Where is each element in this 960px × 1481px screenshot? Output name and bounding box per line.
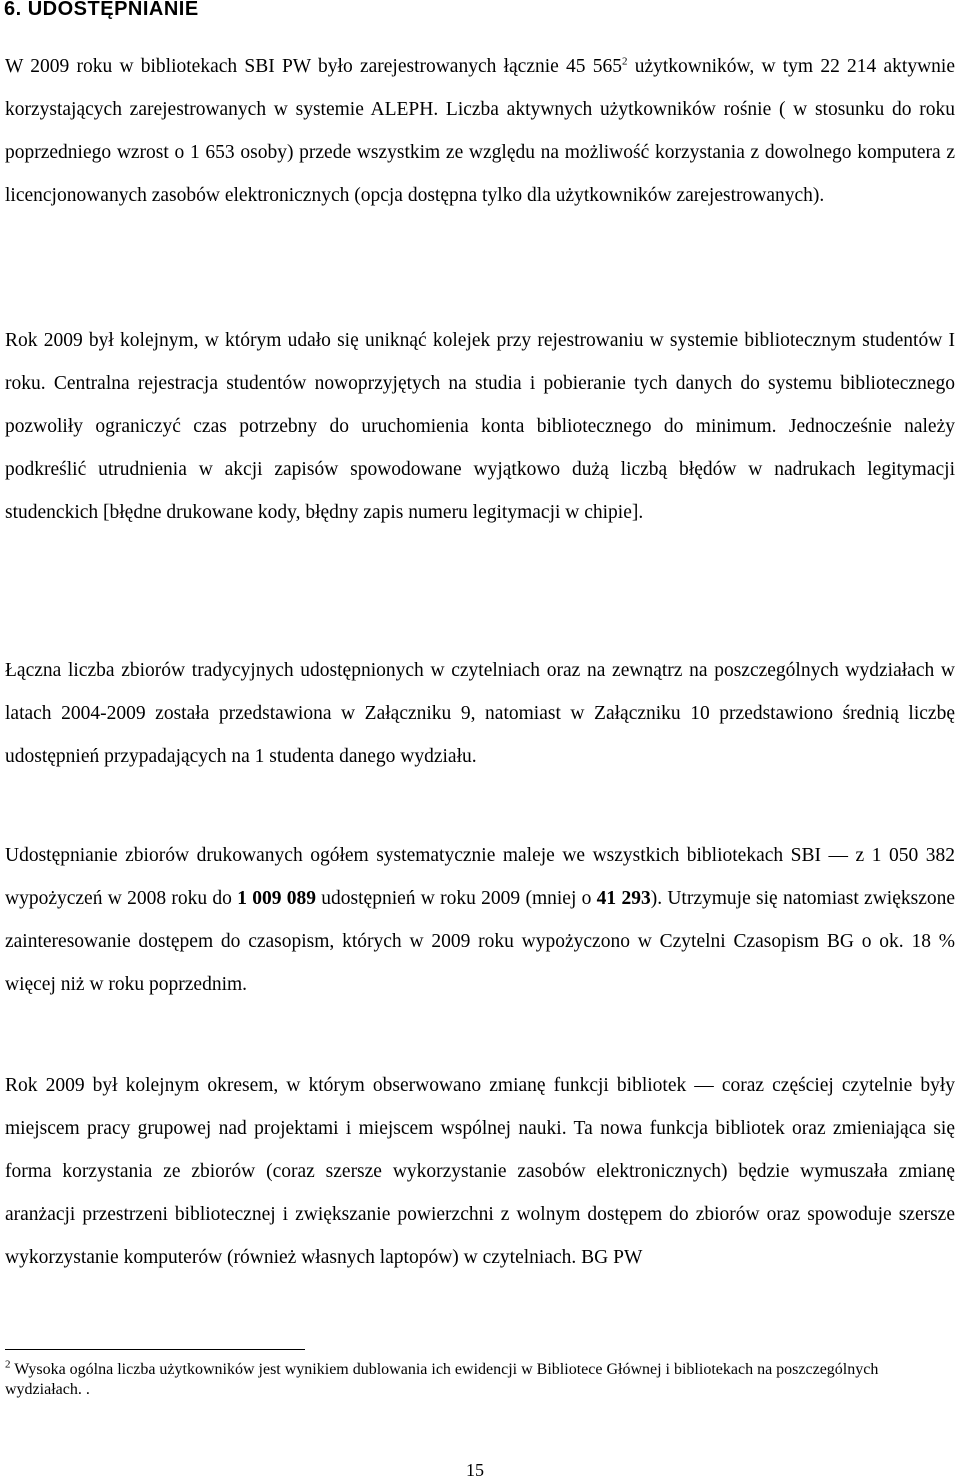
paragraph-registration: Rok 2009 był kolejnym, w którym udało się uniknąć kolejek przy rejestrowaniu w systemie bibliotecznym studentów I roku. Centralna rejestracja studentów nowoprzyjętych na studia i pobieranie tych danych do systemu bibliotecznego pozwoliły ograniczyć czas potrzebny do uruchomienia konta bibliotecznego do minimum. Jednocześnie należy podkreślić utrudnienia w akcji zapisów spowodowane wyjątkowo dużą liczbą błędów w nadrukach legitymacji studenckich [błędne drukowane kody, błędny zapis numeru legitymacji w chipie]. bbox=[5, 330, 955, 523]
section-heading: 6. UDOSTĘPNIANIE bbox=[4, 0, 199, 20]
paragraph-users-text-a: W 2009 roku w bibliotekach SBI PW było zarejestrowanych łącznie 45 565 bbox=[5, 56, 622, 77]
footnote-reference: 2 bbox=[622, 55, 628, 68]
paragraph-lending-text-a: Udostępnianie zbiorów drukowanych ogółem systematycznie maleje we wszystkich bibliotekach SBI ― z 1 050 382 wypożyczeń w 2008 roku do bbox=[5, 845, 955, 909]
paragraph-users bbox=[5, 45, 955, 217]
paragraph-collections: Łączna liczba zbiorów tradycyjnych udostępnionych w czytelniach oraz na zewnątrz na poszczególnych wydziałach w latach 2004-2009 została przedstawiona w Załączniku 9, natomiast w Załączniku 10 przedstawiono średnią liczbę udostępnień przypadających na 1 studenta danego wydziału. bbox=[5, 660, 955, 767]
paragraph-lending bbox=[5, 834, 955, 1006]
footnote-mark: 2 bbox=[5, 1358, 11, 1371]
footnote bbox=[5, 1360, 945, 1400]
lending-count-2009: 1 009 089 bbox=[237, 888, 316, 909]
paragraph-lending-text-b: udostępnień w roku 2009 (mniej o bbox=[316, 888, 597, 909]
page-number: 15 bbox=[466, 1460, 484, 1480]
footnote-separator bbox=[5, 1349, 305, 1350]
paragraph-lending-text-c: ). Utrzymuje się natomiast zwiększone zainteresowanie dostępem do czasopism, których w 2009 roku wypożyczono w Czytelni Czasopism BG o ok. 18 % więcej niż w roku poprzednim. bbox=[5, 888, 956, 995]
paragraph-users-text-b: użytkowników, w tym 22 214 aktywnie korzystających zarejestrowanych w systemie ALEPH. Liczba aktywnych użytkowników rośnie ( w stosunku do roku poprzedniego wzrost o 1 653 osoby) przede wszystkim ze względu na możliwość korzystania z dowolnego komputera z licencjonowanych zasobów elektronicznych (opcja dostępna tylko dla użytkowników zarejestrowanych). bbox=[5, 56, 955, 206]
footnote-text: Wysoka ogólna liczba użytkowników jest wynikiem dublowania ich ewidencji w Bibliotece Głównej i bibliotekach na poszczególnych wydziałach. . bbox=[5, 1361, 879, 1398]
lending-decrease: 41 293 bbox=[596, 888, 651, 909]
paragraph-library-function: Rok 2009 był kolejnym okresem, w którym obserwowano zmianę funkcji bibliotek ― coraz częściej czytelnie były miejscem pracy grupowej nad projektami i miejscem wspólnej nauki. Ta nowa funkcja bibliotek oraz zmieniająca się forma korzystania ze zbiorów (coraz szersze wykorzystanie zasobów elektronicznych) będzie wymuszała zmianę aranżacji przestrzeni bibliotecznej i zwiększanie powierzchni z wolnym dostępem do zbiorów oraz spowoduje szersze wykorzystanie komputerów (również własnych laptopów) w czytelniach. BG PW bbox=[5, 1075, 955, 1268]
